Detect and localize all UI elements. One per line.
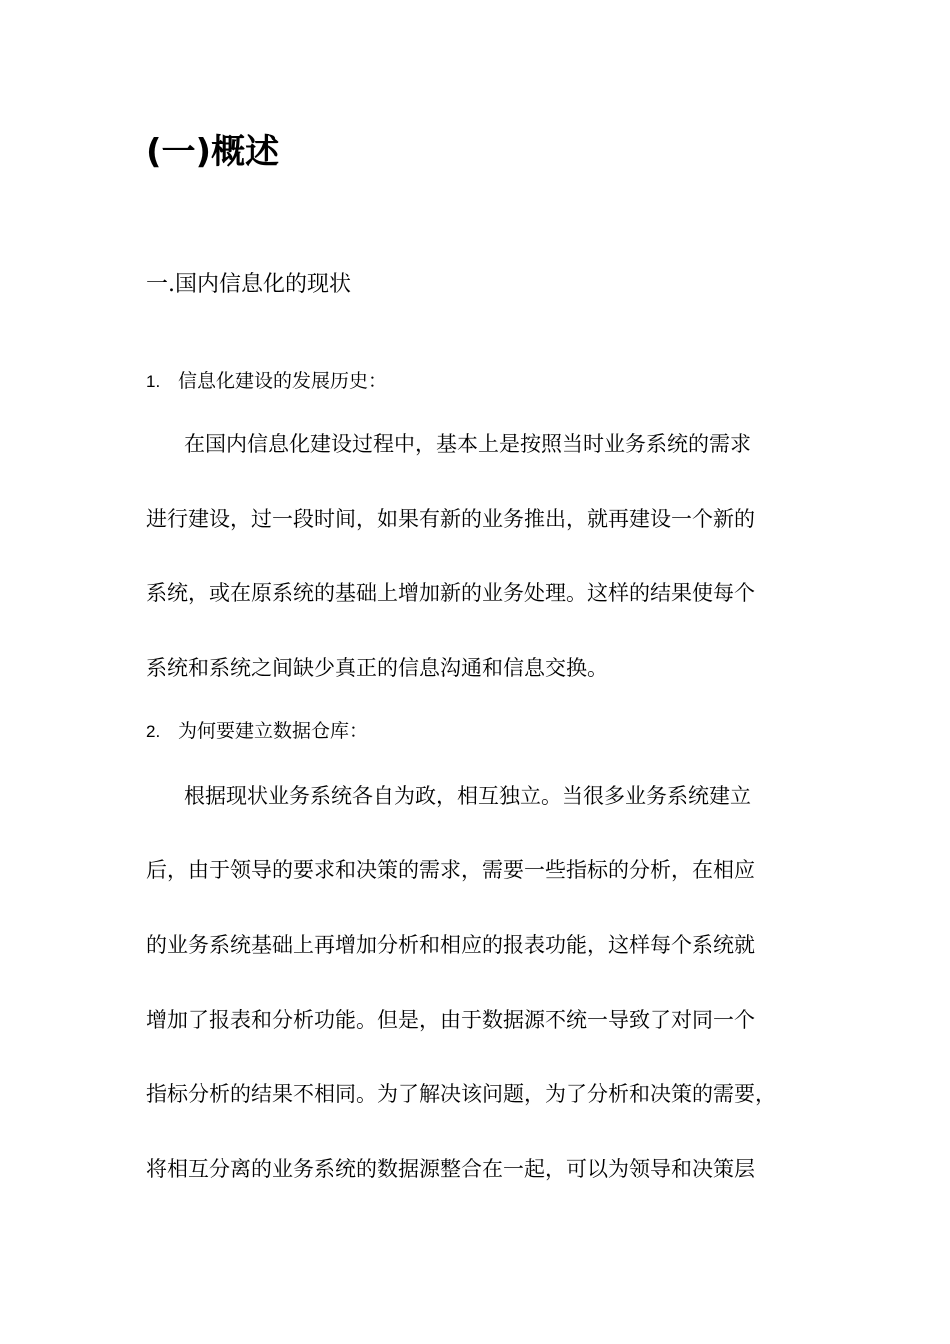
paragraph-line: 指标分析的结果不相同。为了解决该问题，为了分析和决策的需要，: [146, 1082, 776, 1106]
item-number: 2.: [146, 722, 161, 741]
paragraph-line: 后，由于领导的要求和决策的需求，需要一些指标的分析，在相应: [146, 858, 755, 882]
paragraph-line: 系统和系统之间缺少真正的信息沟通和信息交换。: [146, 656, 608, 680]
paragraph-line: 增加了报表和分析功能。但是，由于数据源不统一导致了对同一个: [146, 1008, 755, 1032]
item-number: 1.: [146, 372, 161, 391]
page-title: (一)概述: [146, 132, 280, 172]
section-heading: 一.国内信息化的现状: [146, 272, 351, 297]
paragraph-line: 进行建设，过一段时间，如果有新的业务推出，就再建设一个新的: [146, 507, 755, 531]
paragraph-line: 在国内信息化建设过程中，基本上是按照当时业务系统的需求: [184, 432, 751, 456]
paragraph-line: 的业务系统基础上再增加分析和相应的报表功能，这样每个系统就: [146, 933, 755, 957]
paragraph-line: 将相互分离的业务系统的数据源整合在一起，可以为领导和决策层: [146, 1157, 755, 1181]
paragraph-line: 根据现状业务系统各自为政，相互独立。当很多业务系统建立: [184, 784, 751, 808]
item-heading-text: 为何要建立数据仓库：: [178, 720, 369, 742]
item-heading-1: [146, 366, 387, 397]
item-heading-text: 信息化建设的发展历史：: [178, 370, 388, 392]
paragraph-line: 系统，或在原系统的基础上增加新的业务处理。这样的结果使每个: [146, 581, 755, 605]
item-heading-2: [146, 716, 368, 747]
